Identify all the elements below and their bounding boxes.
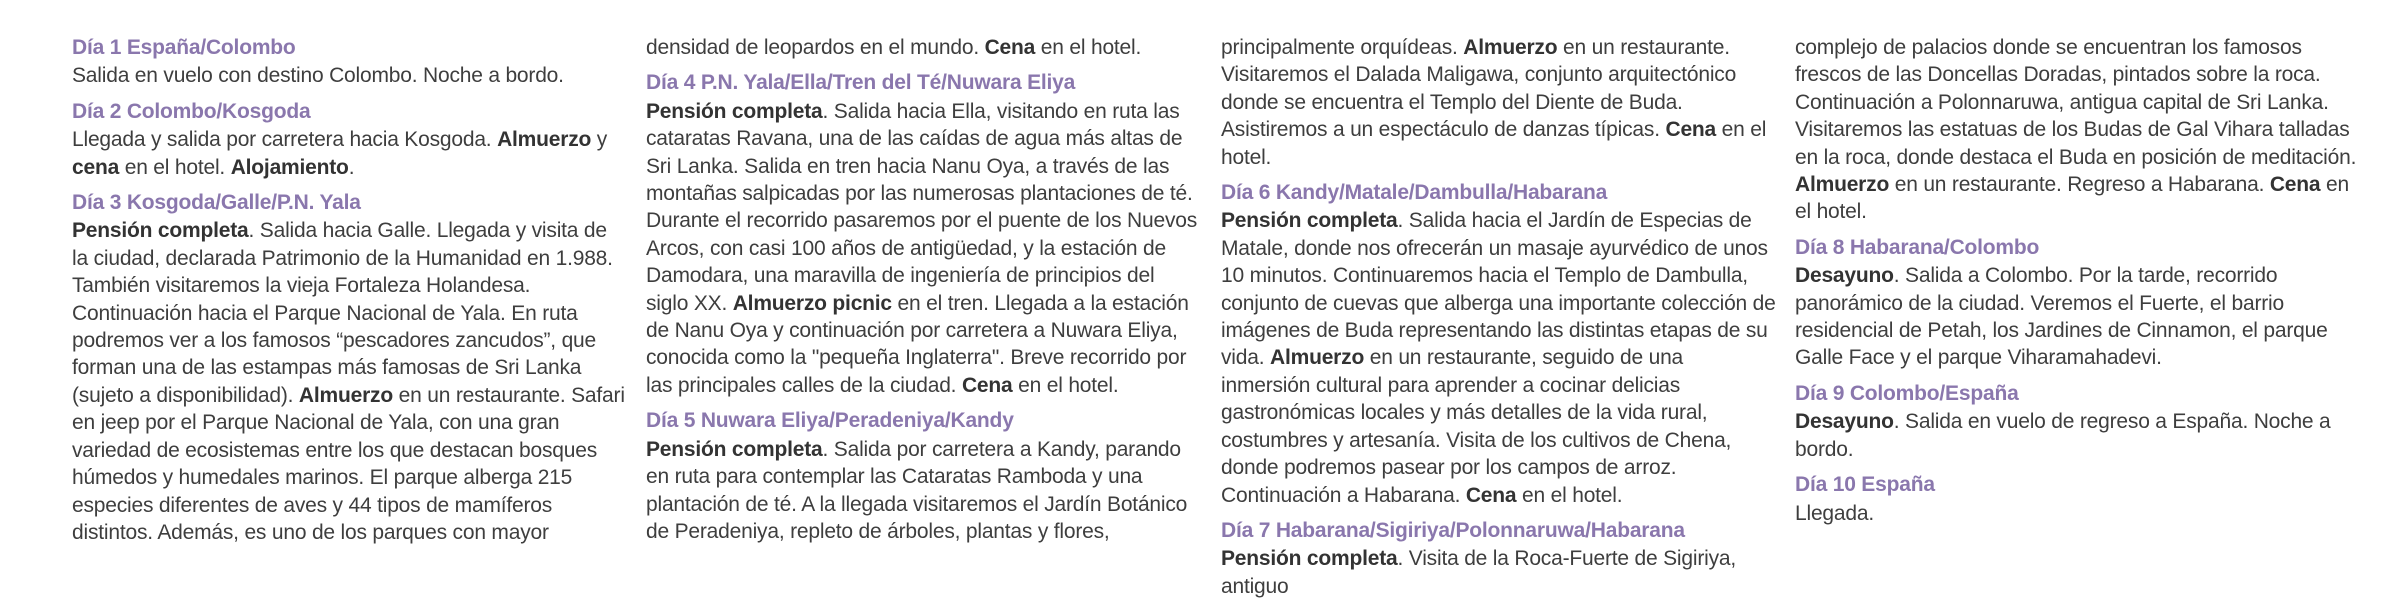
bold-term: Cena xyxy=(961,373,1013,397)
text-run: . Visita de la Roca-Fuerte de Sigiriya, antiguo xyxy=(1221,547,1736,598)
itinerary-column-4 xyxy=(1795,34,2365,535)
itinerary-column-2 xyxy=(646,34,1201,553)
bold-term: Almuerzo xyxy=(1270,346,1365,370)
day-description xyxy=(1795,408,2365,463)
bold-term: Pensión completa xyxy=(1221,209,1398,233)
day-section xyxy=(646,407,1201,545)
day-section xyxy=(1795,380,2365,463)
day-description xyxy=(646,436,1201,546)
day-title: Día 5 Nuwara Eliya/Peradeniya/Kandy xyxy=(646,409,1014,433)
text-run: en el hotel. xyxy=(1012,373,1119,397)
day-description xyxy=(1795,262,2365,372)
text-run: en el hotel. xyxy=(119,155,231,179)
text-run: complejo de palacios donde se encuentran los famosos frescos de las Doncellas Doradas, pintados sobre la roca. Continuación a Polonnaruwa, antigua capital de Sri Lanka. Visitaremos las estatuas de los Budas de Gal Vihara talladas en la roca, donde destaca el Buda en posición de meditación. xyxy=(1795,36,2357,169)
day-section xyxy=(1221,517,1776,600)
text-run: . Salida hacia el Jardín de Especias de Matale, donde nos ofrecerán un masaje ayurvédico de unos 10 minutos. Continuaremos hacia el Templo de Dambulla, conjunto de cuevas que alberga una importante colección de imágenes de Buda representando las distintas etapas de su vida. xyxy=(1221,209,1776,370)
day-title: Día 3 Kosgoda/Galle/P.N. Yala xyxy=(72,191,361,215)
text-run: en el tren. Llegada a la estación de Nanu Oya y continuación por carretera a Nuwara Eliya, conocida como la "pequeña Inglaterra". Breve recorrido por las principales calles de la ciudad. xyxy=(646,291,1189,397)
text-run: . Salida hacia Galle. Llegada y visita de la ciudad, declarada Patrimonio de la Humanidad en 1.988. También visitaremos la vieja Fortaleza Holandesa. Continuación hacia el Parque Nacional de Yala. En ruta podremos ver a los famosos “pescadores zancudos”, que forman una de las estampas más famosas de Sri Lanka (sujeto a disponibilidad). xyxy=(72,219,613,407)
bold-term: Almuerzo picnic xyxy=(732,291,892,315)
text-run: . Salida por carretera a Kandy, parando en ruta para contemplar las Cataratas Ramboda y una plantación de té. A la llegada visitaremos el Jardín Botánico de Peradeniya, repleto de árboles, plantas y flores, xyxy=(646,437,1188,543)
text-run: en un restaurante. Safari en jeep por el Parque Nacional de Yala, con una gran variedad de ecosistemas entre los que destacan bosques húmedos y humedales marinos. El parque alberga 215 especies diferentes de aves y 44 tipos de mamíferos distintos. Además, es uno de los parques con mayor xyxy=(72,383,625,544)
day-section xyxy=(1795,234,2365,372)
text-run: principalmente orquídeas. xyxy=(1221,36,1464,59)
text-run: . Salida a Colombo. Por la tarde, recorrido panorámico de la ciudad. Veremos el Fuerte, el barrio residencial de Petah, los Jardines de Cinnamon, el parque Galle Face y el parque Viharamahadevi. xyxy=(1795,264,2328,370)
text-run: . Salida hacia Ella, visitando en ruta las cataratas Ravana, una de las caídas de agua más altas de Sri Lanka. Salida en tren hacia Nanu Oya, a través de las montañas salpicadas por las numerosas plantaciones de té. Durante el recorrido pasaremos por el puente de los Nuevos Arcos, con casi 100 años de antigüedad, y la estación de Damodara, una maravilla de ingeniería de principios del siglo XX. xyxy=(646,99,1198,315)
text-run: en un restaurante, seguido de una inmersión cultural para aprender a cocinar delicias gastronómicas locales y más detalles de la vida rural, costumbres y artesanía. Visita de los cultivos de Chena, donde podremos pasear por los campos de arroz. Continuación a Habarana. xyxy=(1221,346,1732,507)
day-title: Día 6 Kandy/Matale/Dambulla/Habarana xyxy=(1221,181,1608,205)
text-run: y xyxy=(591,128,608,152)
day-description xyxy=(1221,34,1776,171)
day-description xyxy=(646,98,1201,399)
day-description xyxy=(1795,34,2365,226)
day-section xyxy=(1221,179,1776,509)
bold-term: Pensión completa xyxy=(646,437,823,461)
bold-term: Pensión completa xyxy=(1221,547,1398,571)
text-run: en el hotel. xyxy=(1516,483,1623,507)
itinerary-column-1 xyxy=(72,34,627,554)
day-title: Día 9 Colombo/España xyxy=(1795,381,2019,405)
day-title: Día 2 Colombo/Kosgoda xyxy=(72,99,311,123)
day-description xyxy=(646,34,1201,61)
bold-term: Almuerzo xyxy=(298,383,393,407)
bold-term: Almuerzo xyxy=(497,128,592,152)
day-section xyxy=(72,34,627,90)
day-description xyxy=(1795,500,2365,527)
day-description xyxy=(72,217,627,546)
day-title: Día 1 España/Colombo xyxy=(72,36,296,59)
text-run: en el hotel. xyxy=(1221,118,1767,169)
bold-term: Pensión completa xyxy=(72,219,249,243)
day-title: Día 4 P.N. Yala/Ella/Tren del Té/Nuwara Eliya xyxy=(646,71,1076,95)
bold-term: Cena xyxy=(984,36,1036,59)
day-section xyxy=(646,69,1201,399)
day-section xyxy=(1221,34,1776,171)
day-description xyxy=(72,62,627,89)
day-section xyxy=(72,98,627,181)
text-run: . Salida en vuelo de regreso a España. Noche a bordo. xyxy=(1795,410,2331,461)
day-section xyxy=(1795,471,2365,527)
day-description xyxy=(1221,207,1776,508)
text-run: en el hotel. xyxy=(1035,36,1142,59)
day-section xyxy=(1795,34,2365,226)
bold-term: Almuerzo xyxy=(1795,173,1890,197)
itinerary-column-3 xyxy=(1221,34,1776,608)
text-run: densidad de leopardos en el mundo. xyxy=(646,36,985,59)
bold-term: Almuerzo xyxy=(1463,36,1558,59)
bold-term: Cena xyxy=(1665,118,1717,142)
bold-term: Cena xyxy=(1465,483,1517,507)
text-run: Salida en vuelo con destino Colombo. Noche a bordo. xyxy=(72,64,564,88)
text-run: en un restaurante. Visitaremos el Dalada Maligawa, conjunto arquitectónico donde se encuentra el Templo del Diente de Buda. Asistiremos a un espectáculo de danzas típicas. xyxy=(1221,36,1737,142)
text-run: Llegada. xyxy=(1795,501,1874,525)
day-description xyxy=(1221,545,1776,600)
bold-term: Desayuno xyxy=(1795,410,1894,434)
day-title: Día 10 España xyxy=(1795,473,1935,497)
text-run: . xyxy=(348,155,355,179)
bold-term: Pensión completa xyxy=(646,99,823,123)
day-section xyxy=(646,34,1201,61)
day-title: Día 7 Habarana/Sigiriya/Polonnaruwa/Habarana xyxy=(1221,518,1685,542)
bold-term: Alojamiento xyxy=(230,155,349,179)
text-run: en el hotel. xyxy=(1795,173,2349,224)
bold-term: Desayuno xyxy=(1795,264,1894,288)
bold-term: Cena xyxy=(2269,173,2321,197)
day-title: Día 8 Habarana/Colombo xyxy=(1795,235,2040,259)
bold-term: cena xyxy=(72,155,120,179)
day-description xyxy=(72,126,627,181)
text-run: en un restaurante. Regreso a Habarana. xyxy=(1889,173,2270,197)
day-section xyxy=(72,189,627,546)
text-run: Llegada y salida por carretera hacia Kosgoda. xyxy=(72,128,498,152)
